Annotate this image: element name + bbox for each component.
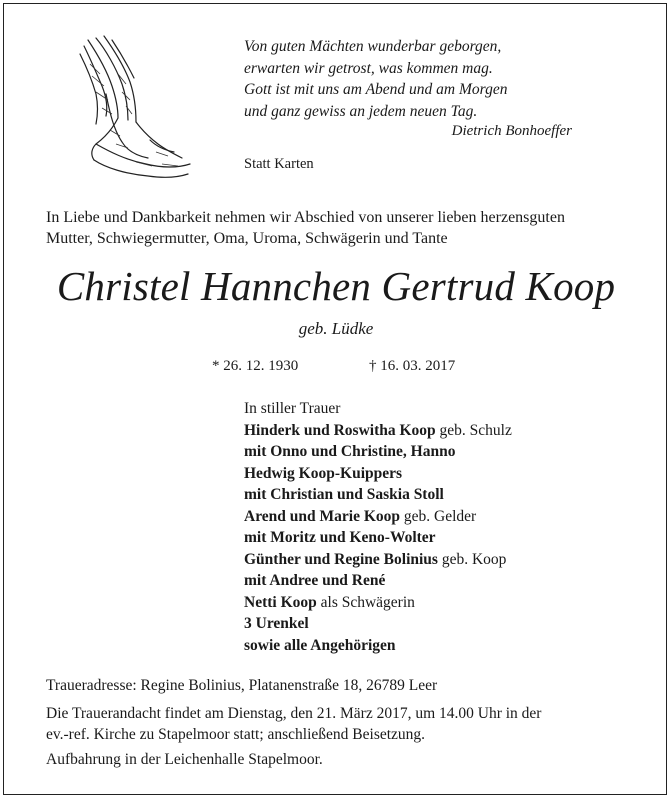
mourner-name: mit Moritz und Keno-Wolter [244, 529, 436, 546]
mourner-line [244, 506, 512, 528]
mourner-name: Arend und Marie Koop [244, 507, 401, 525]
mourner-line [244, 484, 512, 506]
mourner-line [244, 441, 512, 463]
mourner-note: geb. Koop [437, 550, 507, 568]
statt-karten: Statt Karten [244, 156, 314, 172]
poem-line: erwarten wir getrost, was kommen mag. [244, 59, 493, 77]
death-date: † 16. 03. 2017 [369, 358, 456, 374]
service-info [46, 703, 646, 745]
mourner-name: Hedwig Koop-Kuippers [244, 464, 403, 482]
mourner-name: Hinderk und Roswitha Koop [244, 421, 436, 439]
mourners-heading: In stiller Trauer [244, 400, 341, 417]
intro-line: Mutter, Schwiegermutter, Oma, Uroma, Schwägerin und Tante [46, 230, 448, 247]
mourner-line [244, 592, 512, 614]
mourner-note: geb. Gelder [400, 507, 477, 525]
mourner-line [244, 420, 512, 442]
mourner-line [244, 635, 512, 657]
poem-author: Dietrich Bonhoeffer [451, 123, 572, 139]
mourner-name: 3 Urenkel [244, 615, 309, 632]
mourning-address: Traueradresse: Regine Bolinius, Platanenstraße 18, 26789 Leer [46, 677, 438, 694]
laying-out-info: Aufbahrung in der Leichenhalle Stapelmoor. [46, 751, 323, 768]
service-line: Die Trauerandacht findet am Dienstag, den 21. März 2017, um 14.00 Uhr in der [46, 705, 542, 722]
mourner-name: Netti Koop [244, 593, 317, 611]
mourner-note: als Schwägerin [316, 593, 415, 611]
service-line: ev.-ref. Kirche zu Stapelmoor statt; anschließend Beisetzung. [46, 726, 426, 743]
intro-line: In Liebe und Dankbarkeit nehmen wir Abschied von unserer lieben herzensguten [46, 209, 565, 226]
mourner-line [244, 463, 512, 485]
mourner-name: Günther und Regine Bolinius [244, 550, 438, 568]
mourner-line [244, 527, 512, 549]
intro-text [46, 207, 646, 249]
mourner-line [244, 549, 512, 571]
mourner-name: mit Christian und Saskia Stoll [244, 486, 444, 503]
mourner-name: sowie alle Angehörigen [244, 636, 396, 654]
poem [244, 36, 508, 122]
mourner-note: geb. Schulz [435, 421, 512, 439]
mourner-line [244, 570, 512, 592]
deceased-name: Christel Hannchen Gertrud Koop [56, 263, 616, 309]
mourner-line [244, 613, 512, 635]
mourners-list [244, 398, 512, 656]
birth-date: * 26. 12. 1930 [212, 358, 299, 374]
poem-line: Gott ist mit uns am Abend und am Morgen [244, 81, 508, 98]
mourner-name: mit Andree und René [244, 572, 386, 589]
mourner-name: mit Onno und Christine, Hanno [244, 443, 456, 460]
born-name: geb. Lüdke [298, 319, 374, 338]
praying-hands-icon [66, 34, 196, 184]
poem-line: und ganz gewiss an jedem neuen Tag. [244, 102, 478, 120]
poem-line: Von guten Mächten wunderbar geborgen, [244, 38, 502, 55]
